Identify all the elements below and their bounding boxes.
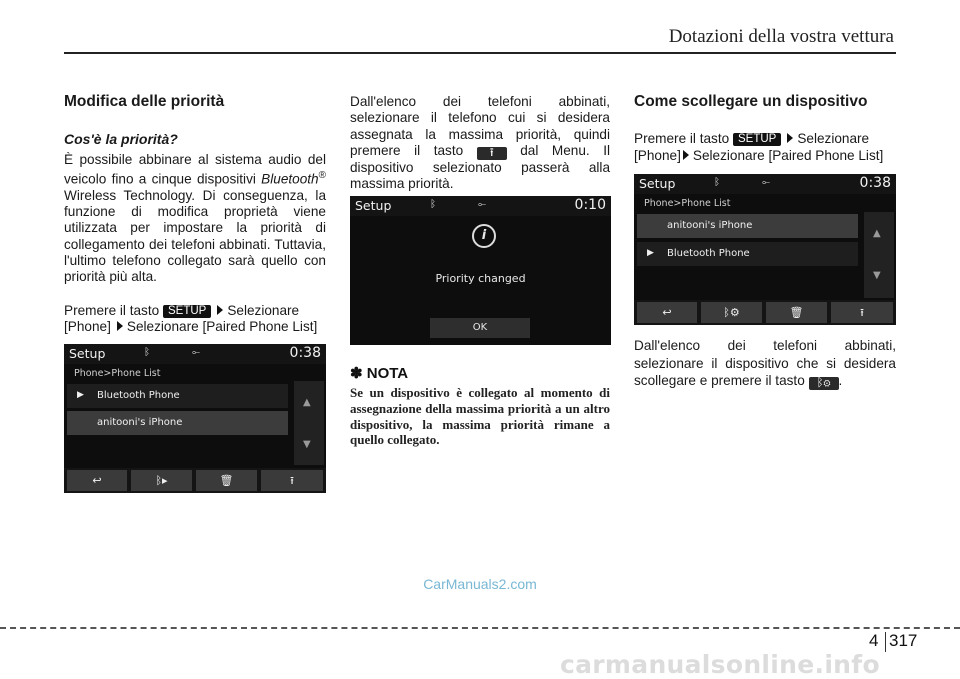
screen-statusbar (350, 196, 611, 216)
watermark: CarManuals2.com (423, 576, 537, 592)
scroll-up-icon[interactable]: ▲ (873, 228, 881, 239)
setup-key: SETUP (163, 305, 211, 318)
screen-phone-list-1 (64, 344, 326, 493)
bluetooth-disconnect-button[interactable]: ᛒ⚙ (701, 302, 762, 323)
footer-rule (0, 627, 960, 629)
screen-statusbar (64, 344, 326, 364)
usb-icon: ⟜ (478, 199, 486, 210)
list-item[interactable]: ▶ Bluetooth Phone (637, 242, 858, 266)
bluetooth-brand: Bluetooth (261, 171, 319, 187)
page-number-divider (885, 632, 886, 652)
selected-pointer-icon: ▶ (77, 390, 84, 400)
breadcrumb: Phone>Phone List (74, 368, 161, 379)
disconnect-paragraph: Dall'elenco dei telefoni abbinati, selezionare il dispositivo che si desidera scollegare e premere il tasto ᛒ⚙ . (634, 338, 896, 389)
screen-bottom-bar (64, 468, 326, 493)
setup-key: SETUP (733, 133, 781, 146)
bluetooth-icon: ᛒ (430, 199, 436, 210)
bluetooth-icon: ᛒ (714, 177, 720, 188)
column-1 (64, 94, 326, 335)
scroll-panel[interactable] (294, 381, 324, 465)
running-header: Dotazioni della vostra vettura (668, 26, 894, 47)
priority-button[interactable]: ⭱ (261, 470, 323, 491)
priority-button[interactable]: ⭱ (831, 302, 893, 323)
column-3 (634, 94, 896, 164)
nota-body: Se un dispositivo è collegato al momento di assegnazione della massima priorità a un altro dispositivo, la massima priorità rimane a quello collegato. (350, 385, 610, 448)
site-logo: carmanualsonline.info (560, 650, 880, 679)
nota-title: ✽ NOTA (350, 365, 409, 382)
selected-pointer-icon: ▶ (647, 248, 654, 258)
delete-button[interactable]: 🗑 (196, 470, 257, 491)
scroll-down-icon[interactable]: ▼ (873, 270, 881, 281)
arrow-icon (787, 133, 793, 143)
delete-button[interactable]: 🗑 (766, 302, 827, 323)
chapter-number: 4 (869, 631, 879, 650)
header-rule (64, 52, 896, 54)
arrow-icon (217, 305, 223, 315)
scroll-down-icon[interactable]: ▼ (303, 439, 311, 450)
screen-statusbar (634, 174, 896, 194)
list-item[interactable]: ▶ Bluetooth Phone (67, 384, 288, 408)
arrow-icon (683, 150, 689, 160)
column-2 (350, 94, 610, 192)
popup-message: Priority changed (435, 272, 526, 285)
back-button[interactable]: ↩ (637, 302, 697, 323)
priority-instruction-paragraph: Dall'elenco dei telefoni abbinati, selezionare il telefono cui si desidera assegnata la massima priorità, quindi premere il tasto ⭱ dal Menu. Il dispositivo selezionato passerà alla massima priorità. (350, 94, 611, 192)
screen-clock: 0:38 (859, 175, 891, 191)
priority-key: ⭱ (477, 147, 507, 160)
breadcrumb: Phone>Phone List (644, 198, 731, 209)
usb-icon: ⟜ (192, 347, 200, 358)
page-number: 317 (889, 631, 918, 650)
arrow-icon (117, 321, 123, 331)
screen-phone-list-2 (634, 174, 896, 325)
screen-title: Setup (355, 198, 392, 213)
scroll-up-icon[interactable]: ▲ (303, 397, 311, 408)
screen-clock: 0:38 (289, 345, 321, 361)
usb-icon: ⟜ (762, 177, 770, 188)
section-heading-disconnect: Come scollegare un dispositivo (634, 93, 868, 110)
list-item[interactable]: anitooni's iPhone (637, 214, 858, 238)
bluetooth-disconnect-key: ᛒ⚙ (809, 377, 839, 390)
screen-title: Setup (69, 346, 106, 361)
instruction-paragraph: Premere il tasto SETUP Selezionare [Phone] Selezionare [Paired Phone List] (64, 302, 318, 334)
ok-button[interactable]: OK (430, 318, 530, 338)
scroll-panel[interactable] (864, 212, 894, 298)
screen-clock: 0:10 (574, 197, 606, 213)
screen-bottom-bar (634, 300, 896, 325)
bluetooth-icon: ᛒ (144, 347, 150, 358)
section-heading-priority: Modifica delle priorità (64, 93, 225, 110)
back-button[interactable]: ↩ (67, 470, 127, 491)
screen-priority-changed (350, 196, 611, 345)
priority-paragraph: È possibile abbinare al sistema audio del veicolo fino a cinque dispositivi Bluetooth® Wireless Technology. Di conseguenza, la funzione di modifica proprietà viene utilizzata per impostare la priorità di collegamento dei telefoni abbinati. Tuttavia, l'ultimo telefono collegato sarà quello con priorità più alta. (64, 151, 326, 285)
screen-title: Setup (639, 176, 676, 191)
disconnect-instruction-paragraph: Premere il tasto SETUP Selezionare [Phone] Selezionare [Paired Phone List] (634, 131, 884, 163)
bluetooth-connect-button[interactable]: ᛒ▸ (131, 470, 192, 491)
info-icon: i (472, 224, 496, 248)
subheading-priority: Cos'è la priorità? (64, 131, 178, 148)
list-item[interactable]: anitooni's iPhone (67, 411, 288, 435)
